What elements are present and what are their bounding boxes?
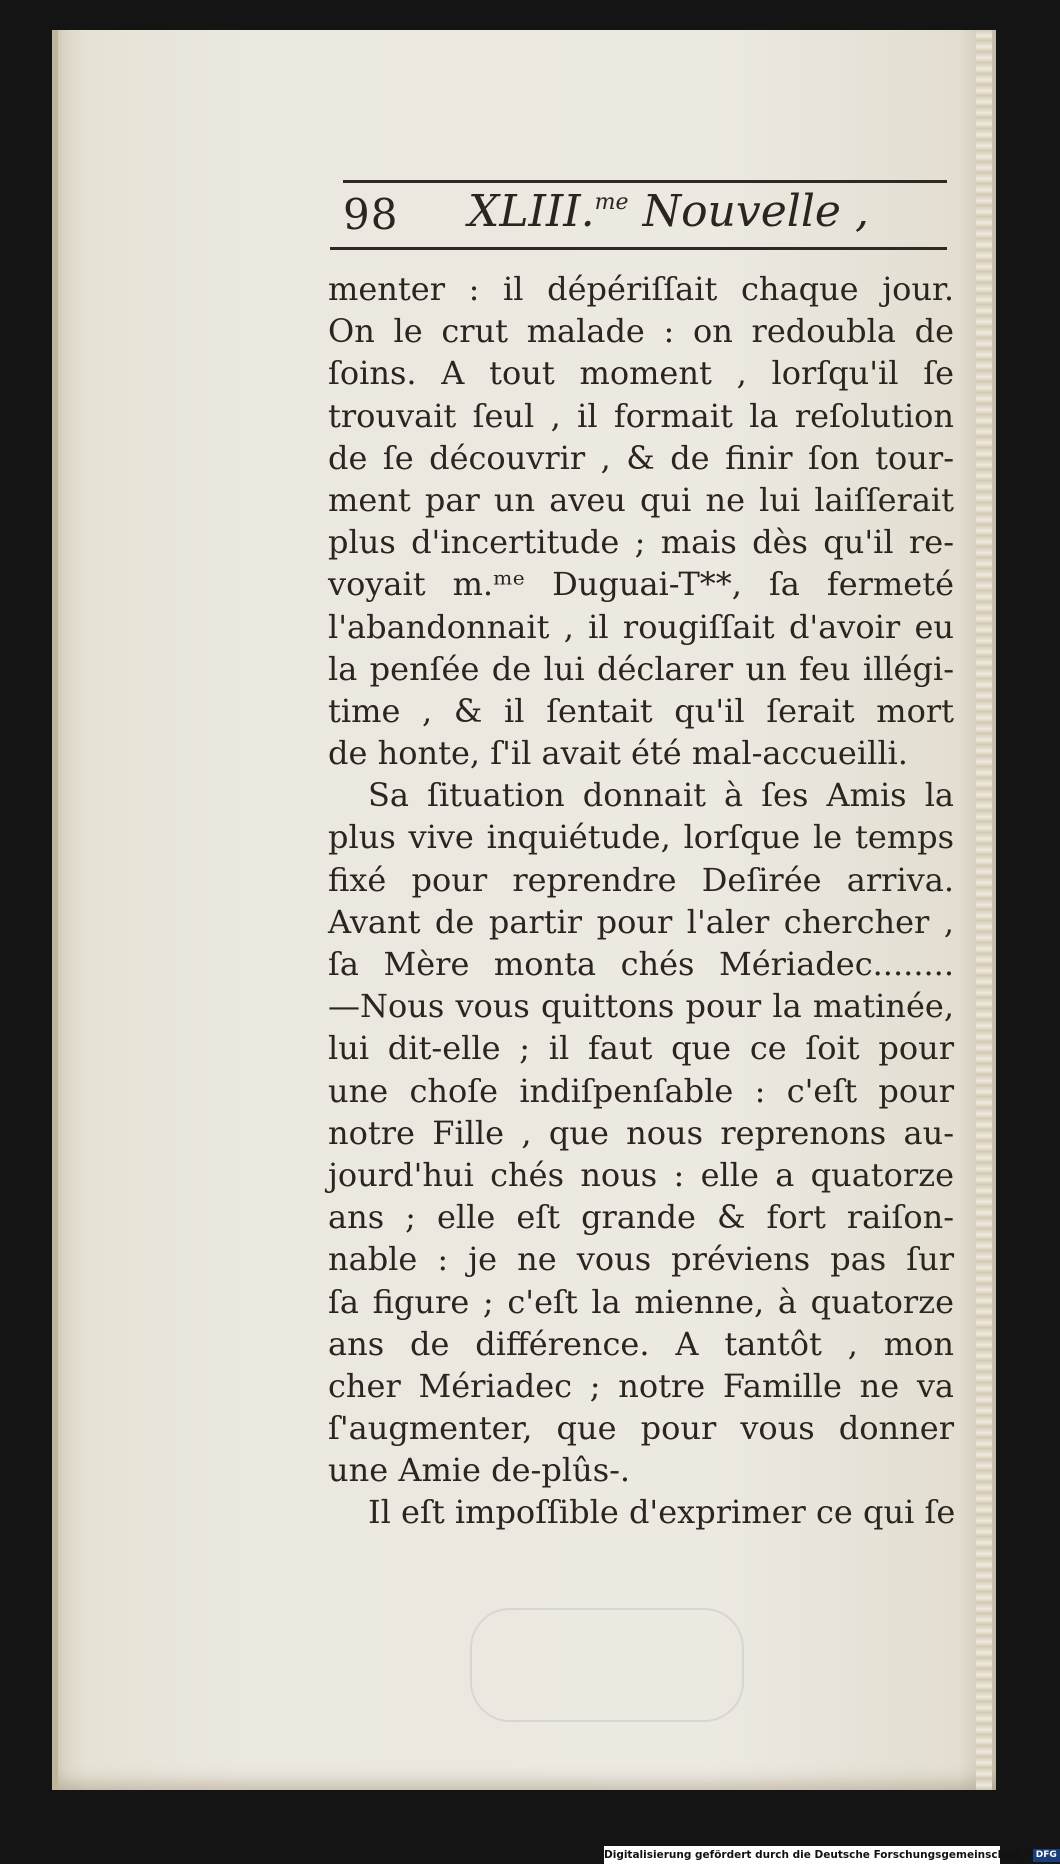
library-stamp-faint — [470, 1608, 744, 1722]
text-line: la penſée de lui déclarer un feu illégi- — [328, 649, 954, 688]
text-line: menter : il dépériſſait chaque jour. — [328, 270, 954, 308]
running-head — [343, 186, 947, 239]
text-line: de ſe découvrir , & de finir ſon tour- — [328, 438, 954, 477]
text-line: ſoins. A tout moment , lorſqu'il ſe — [328, 354, 954, 393]
text-line: Avant de partir pour l'aler chercher , — [328, 902, 954, 941]
text-line: nable : je ne vous préviens pas ſur — [328, 1240, 954, 1279]
text-line: plus d'incertitude ; mais dès qu'il re- — [328, 523, 954, 562]
dfg-logo: DFG — [1033, 1849, 1060, 1862]
page-edge — [976, 30, 992, 1790]
text-line: jourd'hui chés nous : elle a quatorze — [328, 1155, 954, 1194]
text-line: ment par un aveu qui ne lui laiſſerait — [328, 480, 954, 519]
text-line: une Amie de-plûs-. — [328, 1451, 631, 1490]
footer-credit: Digitalisierung gefördert durch die Deutsche Forschungsgemeinschaft - — [604, 1849, 1030, 1861]
text-line: On le crut malade : on redoubla de — [328, 312, 954, 351]
text-line: voyait m.ᵐᵉ Duguai-T**, ſa fermeté — [328, 565, 954, 604]
text-line: de honte, ſ'il avait été mal-accueilli. — [328, 734, 908, 773]
text-line: notre Fille , que nous reprenons au- — [328, 1113, 954, 1152]
body-text — [328, 268, 954, 1534]
running-title-sup: me — [594, 190, 629, 215]
text-line: time , & il ſentait qu'il ſerait mort — [328, 691, 954, 730]
header-rule-bottom — [330, 247, 947, 250]
text-line: Il eſt impoſſible d'exprimer ce qui ſe — [368, 1493, 956, 1532]
running-title-word: Nouvelle , — [642, 186, 869, 237]
running-title — [468, 186, 869, 237]
text-line: Sa ſituation donnait à ſes Amis la — [368, 776, 954, 815]
text-line: plus vive inquiétude, lorſque le temps — [328, 818, 954, 857]
text-line: —Nous vous quittons pour la matinée, — [328, 987, 954, 1026]
text-line: ans ; elle eſt grande & fort raiſon- — [328, 1198, 954, 1237]
text-line: ſa figure ; c'eſt la mienne, à quatorze — [328, 1282, 954, 1321]
text-line: une choſe indiſpenſable : c'eſt pour — [328, 1071, 954, 1110]
text-line: ſa Mère monta chés Mériadec........ — [328, 945, 954, 983]
text-line: ans de différence. A tantôt , mon — [328, 1324, 954, 1363]
page-number: 98 — [343, 190, 399, 239]
text-line: fixé pour reprendre Deſirée arriva. — [328, 860, 954, 899]
header-rule-top — [343, 180, 947, 183]
text-line: lui dit-elle ; il faut que ce ſoit pour — [328, 1029, 954, 1068]
running-title-numeral: XLIII. — [468, 186, 595, 237]
digitization-footer — [604, 1846, 1057, 1864]
text-line: trouvait ſeul , il formait la reſolution — [328, 396, 954, 435]
text-line: cher Mériadec ; notre Famille ne va — [328, 1366, 954, 1405]
text-line: ſ'augmenter, que pour vous donner — [328, 1409, 954, 1448]
text-line: l'abandonnait , il rougiſſait d'avoir eu — [328, 607, 954, 646]
